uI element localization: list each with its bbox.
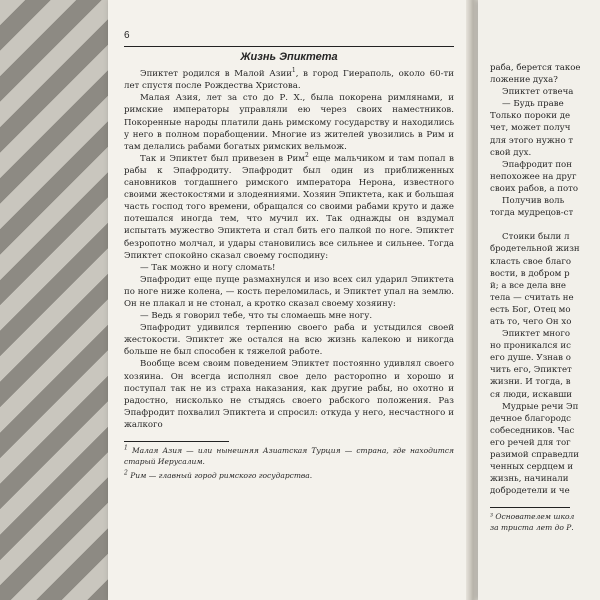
right-page-line: его душе. Узнав о: [490, 353, 571, 364]
right-page-line: ложение духа?: [490, 75, 558, 86]
right-page-line: Только пороки де: [490, 111, 571, 122]
right-page-line: класть свое благо: [490, 256, 572, 267]
right-footnote-rule: [490, 507, 570, 508]
left-page: [108, 0, 470, 600]
right-page-line: собеседников. Час: [490, 425, 575, 436]
paragraph-7: Эпафродит удивился терпению своего раба и устыдился своей жестокости. Эпиктет же остался на всю жизнь калекою и никогда больше не был способен к тяжелой работе.: [124, 323, 454, 358]
right-page-line: ченных сердцем и: [490, 462, 574, 473]
right-page-line: Получив воль: [502, 196, 565, 207]
right-page-line: раба, берется такое: [490, 63, 581, 73]
paragraph-2: Малая Азия, лет за сто до Р. Х., была покорена римлянами, и римские императоры управляли ею через своих наместников. Покоренные народы платили дань римскому государству и находились у него в полном порабощении. Многие из жителей увозились в Рим и там делались рабами богатых римских вельмож.: [124, 93, 454, 152]
right-page-line: Эпафродит пон: [502, 159, 572, 170]
right-page-line: ся люди, искавши: [490, 389, 572, 400]
right-page-line: ать то, чего Он хо: [490, 316, 572, 327]
right-page-line: Мудрые речи Эп: [502, 401, 579, 412]
right-footnote-line: ³ Основателем школ: [490, 512, 575, 522]
right-footnote-line: за триста лет до Р.: [490, 522, 574, 532]
right-page-line: есть Бог, Отец мо: [490, 304, 571, 315]
right-page: [478, 0, 600, 600]
paragraph-8: Вообще всем своим поведением Эпиктет постоянно удивлял своего хозяина. Он всегда исполнял свое дело расторопно и хорошо и поступал так не из страха наказания, как другие рабы, но охотно и радостно, нисколько не стыдясь своего рабского положения. Раз Эпафродит похвалил Эпиктета и спросил: откуда у него, несчастного и жалкого: [124, 359, 454, 430]
right-page-line: свой дух.: [490, 147, 532, 158]
right-page-line: его речей для тог: [490, 437, 571, 448]
header-rule: [124, 46, 454, 47]
right-page-line: й; а все дела вне: [490, 280, 567, 291]
right-page-line: вости, в добром р: [490, 268, 570, 279]
right-page-line: для этого нужно т: [490, 135, 574, 146]
right-page-line: — Будь праве: [502, 99, 564, 110]
right-page-line: разимой справедли: [490, 450, 579, 460]
paragraph-4: — Так можно и ногу сломать!: [140, 262, 276, 273]
paragraph-6: — Ведь я говорил тебе, что ты сломаешь мне ногу.: [140, 311, 373, 322]
right-page-line: тогда мудрецов-ст: [490, 208, 574, 219]
right-page-line: чить его, Эпиктет: [490, 365, 572, 376]
right-page-line: непохожее на друг: [490, 171, 577, 182]
right-page-content: [490, 62, 600, 534]
right-page-line: дечное благородс: [490, 413, 571, 424]
right-page-line: чет, может получ: [490, 123, 571, 134]
right-page-line: жизнь, начинали: [490, 474, 569, 485]
right-page-line: Стоики были л: [502, 232, 570, 243]
right-page-line: бродетельной жизн: [490, 244, 580, 255]
chapter-heading: Жизнь Эпиктета: [240, 51, 338, 64]
paragraph-3: Так и Эпиктет был привезен в Рим$^2$ еще мальчиком и там попал в рабы к Эпафродиту. Эпафродит был один из приближенных сановников тогдашнего римского императора Нерона, известного своими жестокостями и злодеяниями. Хозяин Эпиктета, как и большая часть господ того времени, обращался со своими рабами круто и даже потешался иногда тем, что мучил их. Так однажды он вздумал испытать мужество Эпиктета и стал бить его палкой по ноге. Эпиктет безропотно молчал, и удары становились все сильнее и сильнее. Тогда Эпиктет спокойно сказал своему господину:: [124, 151, 454, 261]
left-page-content: [124, 30, 454, 486]
right-page-line: но проникался ис: [490, 341, 571, 352]
right-page-line: добродетели и че: [490, 486, 570, 497]
footnote-ref-1: 1: [291, 67, 296, 75]
right-page-line: Эпиктет много: [502, 329, 570, 340]
right-page-line: жизни. И тогда, в: [490, 377, 571, 388]
right-page-line: своих рабов, а пото: [490, 183, 579, 194]
paragraph-5: Эпафродит еще пуще размахнулся и изо всех сил ударил Эпиктета по ноге ниже колена, — кость переломилась, и Эпиктет упал на землю. Он не плакал и не стонал, а кротко сказал своему хозяину:: [124, 274, 454, 309]
paragraph-1: Эпиктет родился в Малой Азии$^1$, в город Гиераполь, около 60-ти лет спустя после Рождества Христова.: [124, 67, 454, 92]
footnote-ref-2: 2: [304, 151, 309, 159]
footnote-1: $^1$ Малая Азия — или нынешняя Азиатская Турция — страна, где находится старый Иерусалим.: [124, 444, 454, 466]
footnote-rule: [124, 441, 229, 442]
footnote-2: $^2$ Рим — главный город римского государства.: [124, 469, 313, 481]
right-page-line: [490, 219, 600, 231]
right-page-line: тела — считать не: [490, 292, 574, 303]
right-page-line: Эпиктет отвеча: [502, 87, 574, 98]
page-number: 6: [124, 30, 130, 41]
